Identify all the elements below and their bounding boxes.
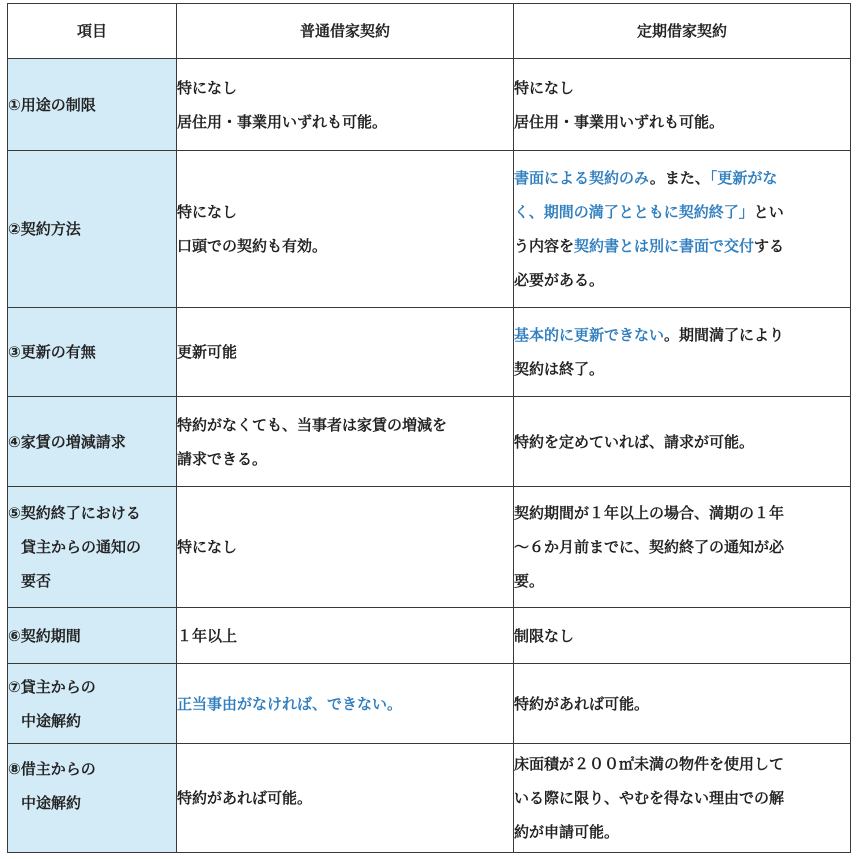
table-row bbox=[8, 397, 851, 487]
row-label-text: ⑧借主からの bbox=[8, 760, 96, 778]
cell-text: 制限なし bbox=[514, 626, 575, 645]
fixed-term-lease-cell bbox=[514, 397, 851, 487]
fixed-term-lease-cell bbox=[514, 151, 851, 308]
row-label bbox=[8, 151, 177, 308]
normal-lease-cell bbox=[177, 608, 514, 664]
fixed-term-lease-cell bbox=[514, 608, 851, 664]
row-label-text: ⑤契約終了における bbox=[8, 504, 141, 522]
row-label-text: 中途解約 bbox=[21, 794, 82, 812]
cell-text: する bbox=[754, 237, 785, 255]
row-label bbox=[8, 308, 177, 397]
cell-text: 必要がある。 bbox=[514, 271, 605, 289]
cell-text: とい bbox=[753, 203, 784, 221]
cell-text: 居住用・事業用いずれも可能。 bbox=[514, 112, 725, 131]
cell-line bbox=[514, 161, 850, 195]
highlight-text: 書面による契約のみ bbox=[514, 169, 650, 187]
row-label bbox=[8, 664, 177, 744]
cell-text: う内容を bbox=[514, 237, 575, 255]
cell-text: 。また、 bbox=[649, 169, 710, 187]
normal-lease-cell bbox=[177, 487, 514, 608]
header-row bbox=[8, 4, 851, 59]
highlight-text: 基本的に更新できない bbox=[514, 326, 665, 344]
cell-text: 請求できる。 bbox=[177, 449, 268, 468]
fixed-term-lease-cell bbox=[514, 308, 851, 397]
row-label bbox=[8, 608, 177, 664]
table-row bbox=[8, 59, 851, 151]
cell-text: ～６か月前までに、契約終了の通知が必 bbox=[514, 538, 785, 556]
cell-text: 更新可能 bbox=[177, 343, 238, 361]
row-label bbox=[8, 487, 177, 608]
cell-text: 口頭での契約も有効。 bbox=[177, 237, 328, 255]
row-label-text: 要否 bbox=[21, 572, 52, 590]
fixed-term-lease-cell bbox=[514, 487, 851, 608]
normal-lease-cell bbox=[177, 664, 514, 744]
row-label-text: ④家賃の増減請求 bbox=[8, 432, 126, 451]
table-row bbox=[8, 664, 851, 744]
table-row bbox=[8, 487, 851, 608]
table-row bbox=[8, 744, 851, 853]
highlight-text: 正当事由がなければ、できない。 bbox=[177, 694, 403, 713]
fixed-term-lease-cell bbox=[514, 744, 851, 853]
normal-lease-cell bbox=[177, 59, 514, 151]
cell-text: いる際に限り、やむを得ない理由での解 bbox=[514, 789, 785, 807]
highlight-text: 契約書とは別に書面で交付 bbox=[574, 237, 755, 255]
row-label-text: ⑦貸主からの bbox=[8, 677, 96, 696]
comparison-table-wrapper bbox=[7, 3, 851, 853]
row-label bbox=[8, 59, 177, 151]
cell-text: 居住用・事業用いずれも可能。 bbox=[177, 112, 388, 131]
table-row bbox=[8, 308, 851, 397]
cell-text: 特約があれば可能。 bbox=[177, 789, 313, 807]
highlight-text: く、期間の満了とともに契約終了」 bbox=[514, 203, 754, 221]
normal-lease-cell bbox=[177, 397, 514, 487]
row-label-text: ①用途の制限 bbox=[8, 95, 96, 114]
cell-text: 。期間満了により bbox=[664, 326, 785, 344]
row-label-text: 中途解約 bbox=[21, 711, 82, 730]
cell-text: 特約がなくても、当事者は家賃の増減を bbox=[177, 415, 448, 434]
highlight-text: 「更新がな bbox=[709, 169, 778, 187]
cell-text: 特約があれば可能。 bbox=[514, 694, 650, 713]
row-label-text: ②契約方法 bbox=[8, 220, 81, 238]
header-fixed-term-lease: 定期借家契約 bbox=[514, 4, 851, 59]
table-row bbox=[8, 151, 851, 308]
cell-text: 契約は終了。 bbox=[514, 360, 605, 378]
row-label-text: ⑥契約期間 bbox=[8, 626, 81, 645]
row-label bbox=[8, 744, 177, 853]
cell-text: 契約期間が１年以上の場合、満期の１年 bbox=[514, 504, 785, 522]
cell-text: 約が申請可能。 bbox=[514, 823, 620, 841]
cell-text: 要。 bbox=[514, 572, 545, 590]
cell-text: 特になし bbox=[177, 78, 238, 97]
cell-text: 特約を定めていれば、請求が可能。 bbox=[514, 432, 755, 451]
header-item: 項目 bbox=[8, 4, 177, 59]
cell-text: 特になし bbox=[177, 538, 238, 556]
row-label-text: ③更新の有無 bbox=[8, 343, 96, 361]
cell-text: １年以上 bbox=[177, 626, 238, 645]
row-label-text: 貸主からの通知の bbox=[21, 538, 142, 556]
header-normal-lease: 普通借家契約 bbox=[177, 4, 514, 59]
cell-text: 特になし bbox=[514, 78, 575, 97]
cell-text: 特になし bbox=[177, 203, 238, 221]
lease-comparison-table bbox=[7, 3, 851, 853]
table-row bbox=[8, 608, 851, 664]
normal-lease-cell bbox=[177, 744, 514, 853]
normal-lease-cell bbox=[177, 151, 514, 308]
cell-text: 床面積が２００㎡未満の物件を使用して bbox=[514, 755, 785, 773]
cell-line bbox=[514, 195, 850, 229]
cell-line bbox=[514, 229, 850, 263]
fixed-term-lease-cell bbox=[514, 59, 851, 151]
normal-lease-cell bbox=[177, 308, 514, 397]
row-label bbox=[8, 397, 177, 487]
fixed-term-lease-cell bbox=[514, 664, 851, 744]
cell-line bbox=[514, 318, 850, 352]
